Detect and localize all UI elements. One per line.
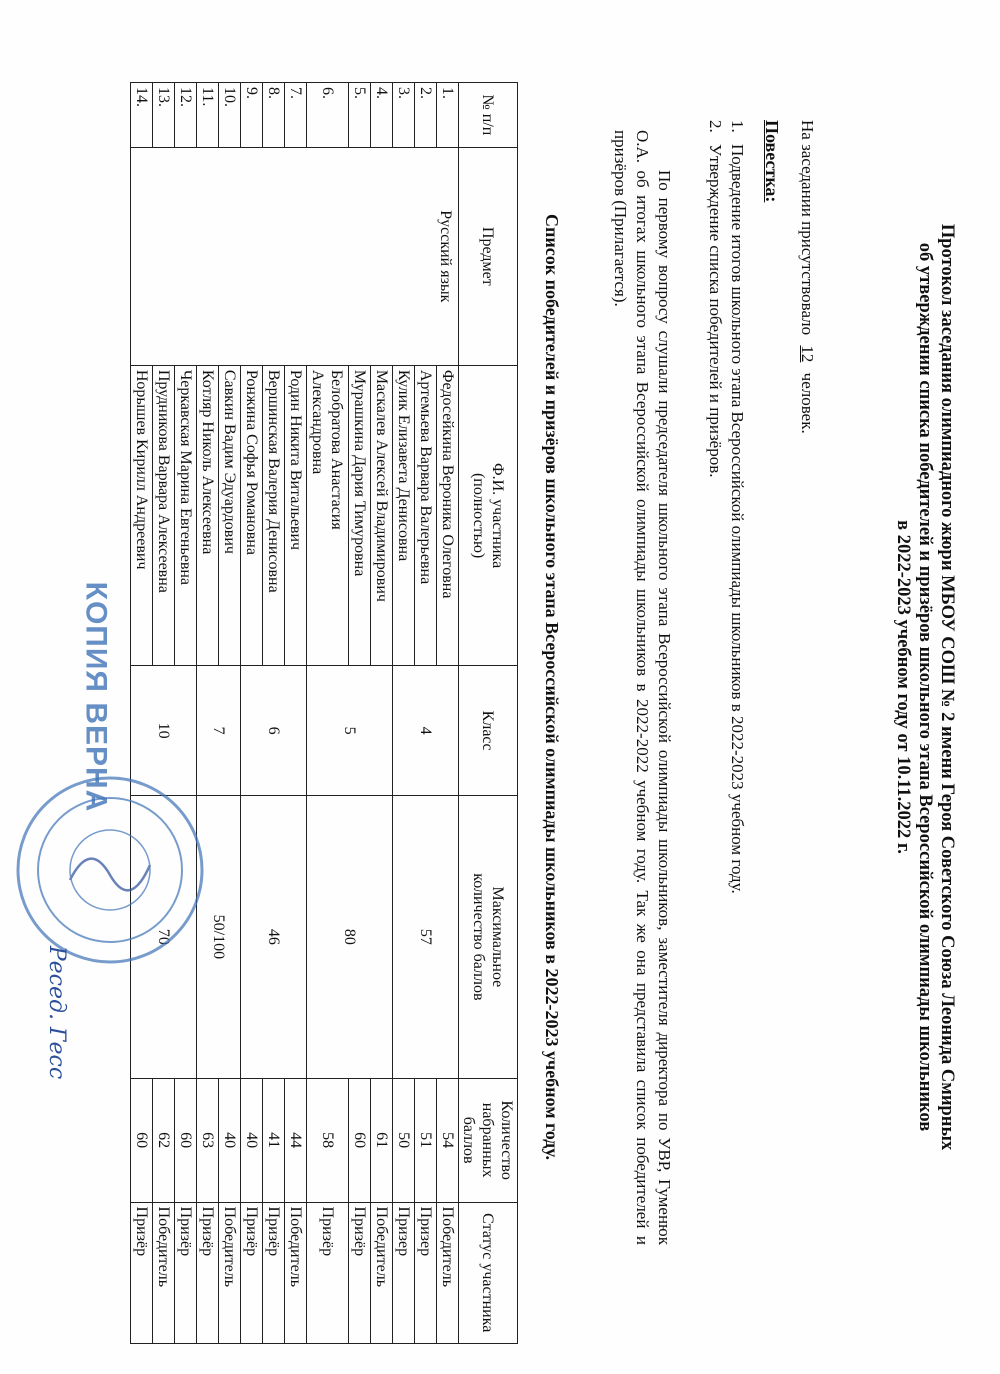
- cell-status: Призёр: [349, 1202, 371, 1343]
- cell-status: Призер: [415, 1202, 437, 1343]
- cell-score: 58: [307, 1078, 349, 1202]
- cell-name: Савкин Вадим Эдуардович: [219, 365, 241, 666]
- agenda-item: [704, 120, 726, 894]
- cell-name: Черкавская Марина Евгеньевна: [175, 365, 197, 666]
- header-name-line: Ф.И. участника: [489, 462, 506, 569]
- agenda-title: Повестка:: [762, 120, 782, 203]
- attendance-line: [797, 120, 817, 434]
- attendance-suffix: человек.: [798, 372, 817, 434]
- agenda-item: [726, 120, 748, 894]
- header-max-score: [459, 795, 518, 1078]
- cell-subject: Русский язык: [131, 147, 459, 365]
- cell-max-score: 57: [393, 795, 459, 1078]
- cell-name: Мурашкина Дария Тимуровна: [349, 365, 371, 666]
- table-header-row: [459, 83, 518, 1344]
- cell-score: 62: [153, 1078, 175, 1202]
- cell-score: 44: [285, 1078, 307, 1202]
- cell-max-score: 80: [307, 795, 393, 1078]
- cell-status: Призёр: [197, 1202, 219, 1343]
- cell-status: Победитель: [219, 1202, 241, 1343]
- cell-num: 1.: [437, 83, 459, 148]
- cell-num: 10.: [219, 83, 241, 148]
- cell-name: Норышев Кирилл Андреевич: [131, 365, 153, 666]
- agenda-list: [704, 120, 748, 894]
- cell-status: Призёр: [241, 1202, 263, 1343]
- cell-max-score: 46: [241, 795, 307, 1078]
- cell-name: Маскалев Алексей Владимирович: [371, 365, 393, 666]
- cell-name: Ронжина Софья Романовна: [241, 365, 263, 666]
- header-score: [459, 1078, 518, 1202]
- winners-table: [130, 82, 518, 1344]
- cell-num: 4.: [371, 83, 393, 148]
- cell-name: Кулик Елизавета Денисовна: [393, 365, 415, 666]
- header-name-line: (полностью): [470, 472, 487, 559]
- agenda-item-number: 1.: [728, 120, 747, 133]
- header-line-2: об утверждении списка победителей и призёров школьного этапа Всероссийской олимпиады школьников: [915, 242, 935, 1132]
- cell-num: 6.: [307, 83, 349, 148]
- header-line-1: Протокол заседания олимпиадного жюри МБОУ СОШ № 2 имени Героя Советского Союза Леонида Смирных: [937, 223, 957, 1151]
- agenda-item-text: Утверждение списка победителей и призёров.: [706, 144, 725, 478]
- report-paragraph: По первому вопросу слушали председателя школьного этапа Всероссийской олимпиады школьников, заместителя директора по УВР, Гуменюк О.А. об итогах школьного этапа Всероссийской олимпиады школьников в 2022-2022 учебном году. Так же она представила список победителей и призёров (Прилагается).: [611, 130, 674, 1245]
- header-score-line: Количество: [498, 1100, 516, 1180]
- cell-status: Победитель: [437, 1202, 459, 1343]
- cell-class: 6: [241, 666, 307, 796]
- cell-num: 8.: [263, 83, 285, 148]
- cell-score: 50: [393, 1078, 415, 1202]
- cell-name-line: Белобратова Анастасия: [328, 369, 346, 530]
- cell-status: Призёр: [263, 1202, 285, 1343]
- cell-class: 7: [197, 666, 241, 796]
- cell-num: 9.: [241, 83, 263, 148]
- cell-score: 60: [349, 1078, 371, 1202]
- cell-num: 12.: [175, 83, 197, 148]
- header-status: Статус участника: [459, 1202, 518, 1343]
- list-title: Список победителей и призёров школьного этапа Всероссийской олимпиады школьников в 2022-2023 учебном году.: [542, 213, 562, 1160]
- header-score-line: набранных: [479, 1102, 497, 1178]
- cell-name: Родин Никита Витальевич: [285, 365, 307, 666]
- cell-num: 5.: [349, 83, 371, 148]
- cell-name: [307, 365, 349, 666]
- cell-name: Прудникова Варвара Алексеевна: [153, 365, 175, 666]
- cell-name: Вершинская Валерия Денисовна: [263, 365, 285, 666]
- document-header: [892, 0, 958, 1374]
- cell-num: 2.: [415, 83, 437, 148]
- cell-max-score: 70: [131, 795, 197, 1078]
- cell-score: 54: [437, 1078, 459, 1202]
- cell-status: Призёр: [175, 1202, 197, 1343]
- cell-num: 13.: [153, 83, 175, 148]
- cell-num: 3.: [393, 83, 415, 148]
- cell-name: Федосейкина Вероника Олеговна: [437, 365, 459, 666]
- header-line-3: в 2022-2023 учебном году от 10.11.2022 г.: [893, 520, 913, 854]
- header-max-line: Максимальное: [489, 886, 506, 988]
- cell-score: 51: [415, 1078, 437, 1202]
- attendance-count: 12: [798, 345, 817, 363]
- header-subject: Предмет: [459, 147, 518, 365]
- cell-status: Призёр: [131, 1202, 153, 1343]
- cell-name: Котляр Николь Алексеевна: [197, 365, 219, 666]
- agenda-item-text: Подведение итогов школьного этапа Всероссийской олимпиады школьников в 2022-2023 учебном году.: [728, 144, 747, 894]
- cell-score: 60: [175, 1078, 197, 1202]
- agenda-item-number: 2.: [706, 120, 725, 133]
- signature: Ресед. Гесс: [44, 945, 70, 1080]
- cell-score: 40: [219, 1078, 241, 1202]
- cell-score: 63: [197, 1078, 219, 1202]
- cell-class: 4: [393, 666, 459, 796]
- cell-name-line: Александровна: [309, 369, 327, 475]
- cell-score: 61: [371, 1078, 393, 1202]
- cell-name: Артемьева Варвара Валерьевна: [415, 365, 437, 666]
- cell-class: 10: [131, 666, 197, 796]
- cell-max-score: 50/100: [197, 795, 241, 1078]
- cell-score: 40: [241, 1078, 263, 1202]
- header-class: Класс: [459, 666, 518, 796]
- header-name: [459, 365, 518, 666]
- kopiya-verna-stamp: КОПИЯ ВЕРНА: [79, 581, 113, 813]
- cell-status: Победитель: [153, 1202, 175, 1343]
- header-score-line: баллов: [460, 1116, 478, 1164]
- attendance-prefix: На заседании присутствовало: [798, 120, 817, 336]
- header-max-line: количество баллов: [470, 873, 487, 1001]
- cell-num: 7.: [285, 83, 307, 148]
- cell-status: Победитель: [285, 1202, 307, 1343]
- cell-class: 5: [307, 666, 393, 796]
- cell-status: Победитель: [371, 1202, 393, 1343]
- cell-status: Призёр: [307, 1202, 349, 1343]
- cell-num: 11.: [197, 83, 219, 148]
- header-num: № п/п: [459, 83, 518, 148]
- cell-status: Призер: [393, 1202, 415, 1343]
- table-row: [437, 83, 459, 1344]
- cell-num: 14.: [131, 83, 153, 148]
- cell-score: 41: [263, 1078, 285, 1202]
- cell-score: 60: [131, 1078, 153, 1202]
